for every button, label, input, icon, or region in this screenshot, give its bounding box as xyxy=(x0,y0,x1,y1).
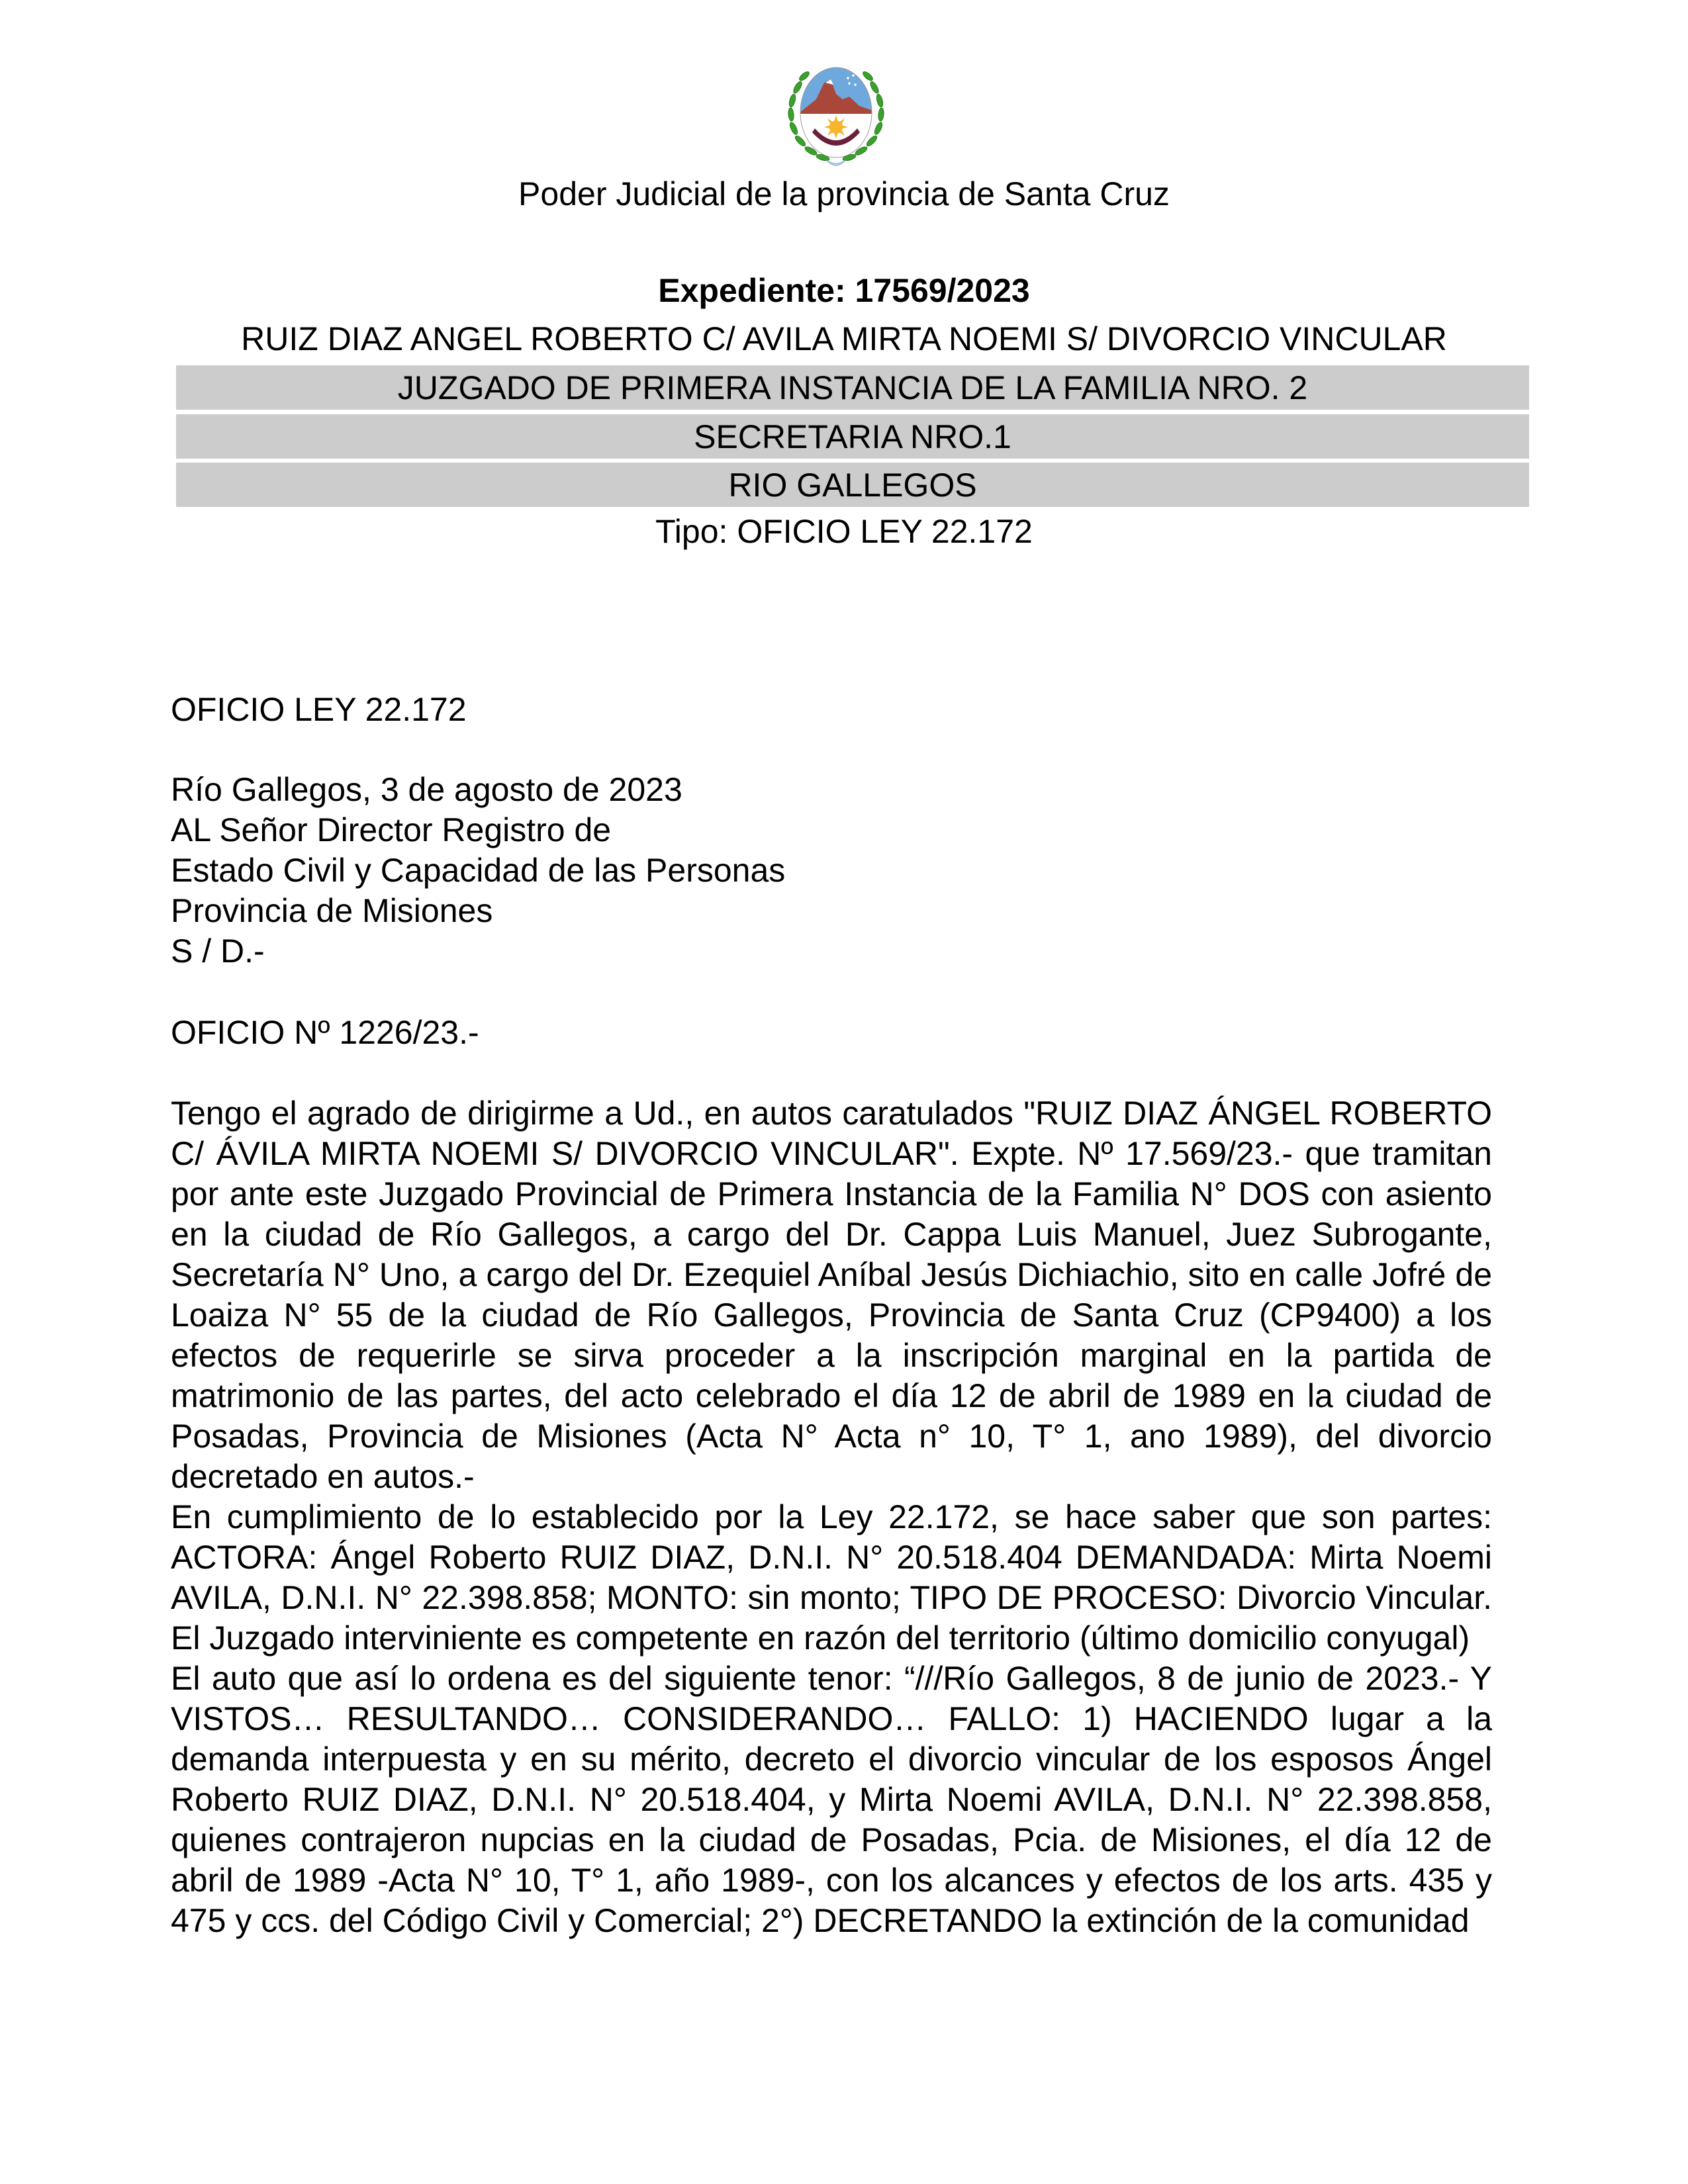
page-header-title: Poder Judicial de la provincia de Santa Cruz xyxy=(518,175,1170,212)
address-line-office: Estado Civil y Capacidad de las Personas xyxy=(171,852,786,889)
address-line-date: Río Gallegos, 3 de agosto de 2023 xyxy=(171,771,682,808)
case-caption: RUIZ DIAZ ANGEL ROBERTO C/ AVILA MIRTA NOEMI S/ DIVORCIO VINCULAR xyxy=(241,320,1447,357)
paragraph-ruling: El auto que así lo ordena es del siguiente tenor: “///Río Gallegos, 8 de junio de 2023.- Y VISTOS… RESULTANDO… CONSIDERANDO… FALLO: 1) HACIENDO lugar a la demanda interpuesta y en su mérito, decreto el divorcio vincular de los esposos Ángel Roberto RUIZ DIAZ, D.N.I. N° 20.518.404, y Mirta Noemi AVILA, D.N.I. N° 22.398.858, quienes contrajeron nupcias en la ciudad de Posadas, Pcia. de Misiones, el día 12 de abril de 1989 -Acta N° 10, T° 1, año 1989-, con los alcances y efectos de los arts. 435 y 475 y ccs. del Código Civil y Comercial; 2°) DECRETANDO la extinción de la comunidad xyxy=(171,1660,1492,1939)
paragraph-request: Tengo el agrado de dirigirme a Ud., en autos caratulados "RUIZ DIAZ ÁNGEL ROBERTO C/ ÁVILA MIRTA NOEMI S/ DIVORCIO VINCULAR". Expte. Nº 17.569/23.- que tramitan por ante este Juzgado Provincial de Primera Instancia de la Familia N° DOS con asiento en la ciudad de Río Gallegos, a cargo del Dr. Cappa Luis Manuel, Juez Subrogante, Secretaría N° Uno, a cargo del Dr. Ezequiel Aníbal Jesús Dichiachio, sito en calle Jofré de Loaiza N° 55 de la ciudad de Río Gallegos, Provincia de Santa Cruz (CP9400) a los efectos de requerirle se sirva proceder a la inscripción marginal en la partida de matrimonio de las partes, del acto celebrado el día 12 de abril de 1989 en la ciudad de Posadas, Provincia de Misiones (Acta N° Acta n° 10, T° 1, ano 1989), del divorcio decretado en autos.- xyxy=(171,1095,1492,1495)
letter-body xyxy=(171,1093,1492,1941)
address-line-province: Provincia de Misiones xyxy=(171,892,493,929)
secretariat-bar: SECRETARIA NRO.1 xyxy=(176,414,1529,459)
court-bar: JUZGADO DE PRIMERA INSTANCIA DE LA FAMILIA NRO. 2 xyxy=(176,365,1529,410)
letter-address xyxy=(171,770,1492,972)
city-bar: RIO GALLEGOS xyxy=(176,463,1529,507)
address-line-recipient: AL Señor Director Registro de xyxy=(171,811,612,848)
paragraph-parties: En cumplimiento de lo establecido por la Ley 22.172, se hace saber que son partes: ACTORA: Ángel Roberto RUIZ DIAZ, D.N.I. N° 20.518.404 DEMANDADA: Mirta Noemi AVILA, D.N.I. N° 22.398.858; MONTO: sin monto; TIPO DE PROCESO: Divorcio Vincular. El Juzgado interviniente es competente en razón del territorio (último domicilio conyugal) xyxy=(171,1498,1492,1657)
letter-heading: OFICIO LEY 22.172 xyxy=(171,691,467,728)
address-line-sd: S / D.- xyxy=(171,933,265,970)
document-type: Tipo: OFICIO LEY 22.172 xyxy=(655,513,1033,550)
coat-of-arms-icon xyxy=(770,53,902,172)
oficio-number: OFICIO Nº 1226/23.- xyxy=(171,1014,479,1051)
expediente-number: Expediente: 17569/2023 xyxy=(658,272,1030,309)
